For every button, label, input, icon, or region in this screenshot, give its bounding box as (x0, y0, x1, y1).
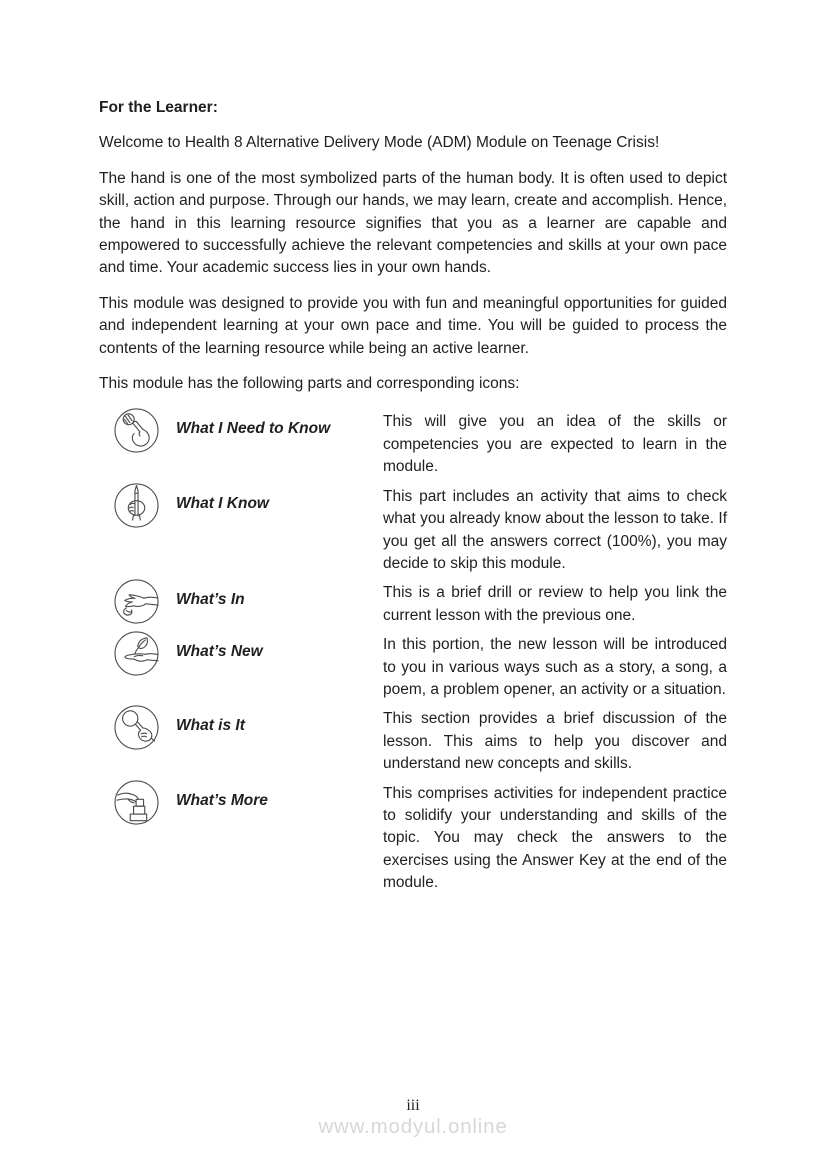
module-part-description: This will give you an idea of the skills or competencies you are expected to learn in the module. (383, 413, 727, 476)
module-part-description: This is a brief drill or review to help you link the current lesson with the previous one. (383, 584, 727, 624)
hand-magnifier-icon (113, 704, 176, 751)
paragraph-module-design: This module was designed to provide you with fun and meaningful opportunities for guided and independent learning at your own pace and time. You will be guided to process the contents of the learning resource while being an active learner. (99, 294, 727, 357)
hand-blocks-icon (113, 779, 176, 826)
module-part-row (99, 486, 727, 576)
module-part-description: This section provides a brief discussion of the lesson. This aims to help you discover and understand new concepts and skills. (383, 710, 727, 773)
module-part-label: What I Know (176, 494, 269, 512)
welcome-line: Welcome to Health 8 Alternative Delivery Mode (ADM) Module on Teenage Crisis! (99, 134, 660, 152)
module-part-label: What is It (176, 717, 245, 735)
hand-reach-icon (113, 578, 176, 625)
hand-tap-icon (113, 407, 176, 454)
module-part-row (99, 411, 727, 478)
section-heading: For the Learner: (99, 99, 218, 116)
module-part-row (99, 582, 727, 627)
hand-leaf-icon (113, 630, 176, 677)
paragraph-hand-symbol: The hand is one of the most symbolized parts of the human body. It is often used to depict skill, action and purpose. Through our hands, we may learn, create and accomplish. Hence, the hand in this learning resource signifies that you as a learner are capable and empowered to successfully achieve the relevant competencies and skills at your own pace and time. Your academic success lies in your own hands. (99, 169, 727, 277)
icon-table (99, 411, 727, 894)
module-part-description: In this portion, the new lesson will be introduced to you in various ways such as a story, a song, a poem, a problem opener, an activity or a situation. (383, 636, 727, 698)
paragraph-parts-intro: This module has the following parts and corresponding icons: (99, 375, 520, 393)
watermark-text: www.modyul.online (318, 1115, 508, 1138)
module-part-row (99, 634, 727, 701)
module-part-description: This comprises activities for independent practice to solidify your understanding and skills of the topic. You may check the answers to the exercises using the Answer Key at the end of the module. (383, 784, 727, 892)
module-part-row (99, 783, 727, 895)
page-number: iii (406, 1097, 420, 1114)
hand-pencil-icon (113, 482, 176, 529)
module-part-label: What’s In (176, 591, 245, 609)
module-part-label: What’s New (176, 643, 263, 661)
module-part-description: This part includes an activity that aims to check what you already know about the lesson to take. If you get all the answers correct (100%), you may decide to skip this module. (383, 487, 727, 572)
module-part-label: What’s More (176, 791, 268, 809)
module-part-label: What I Need to Know (176, 420, 331, 438)
module-part-row (99, 708, 727, 775)
